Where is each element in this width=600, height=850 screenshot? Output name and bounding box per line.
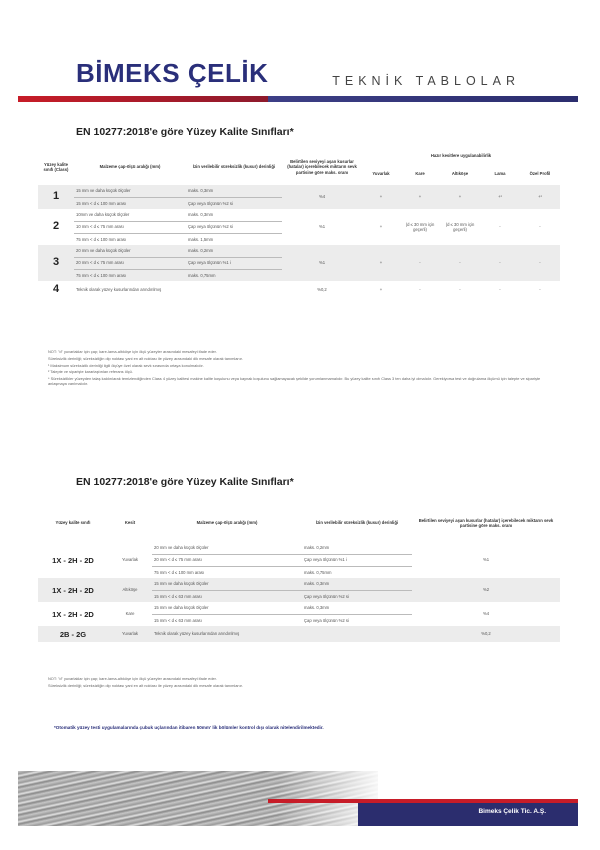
depth-cell: maks. 0,3mm — [186, 185, 282, 197]
range-cell: Teknik olarak yüzey kusurlarından arındırılmış — [152, 626, 412, 642]
class-label: 1X - 2H - 2D — [38, 578, 108, 602]
ratio-cell: %1 — [282, 245, 362, 281]
header-subtitle: TEKNİK TABLOLAR — [332, 74, 520, 88]
t2-header-section: Kesit — [124, 520, 136, 526]
class-label: 2B - 2G — [38, 626, 108, 642]
section-cell: Yuvarlak — [108, 626, 152, 642]
mark-cell: + — [400, 185, 440, 209]
t1-header-depth: İzin verilebilir süreksizlik (kusur) derinliği — [192, 164, 276, 170]
class-label: 1X - 2H - 2D — [52, 555, 94, 565]
class-label: 2 — [52, 220, 60, 233]
table2 — [38, 504, 560, 642]
mark-cell: - — [520, 245, 560, 281]
mark-cell: + — [440, 185, 480, 209]
note-line: ² Talepte ve siparişte kararlaştırılan referans ölçü. — [48, 369, 133, 375]
t1-header-range: Malzeme çap-ölçü aralığı (mm) — [99, 164, 161, 170]
depth-cell: Çap veya ölçünün %2 si — [304, 617, 349, 623]
brand-logo: BİMEKS ÇELİK — [76, 58, 269, 88]
t1-header-flat: Lama — [494, 171, 506, 177]
mark-cell: (d ≤ 30 mm için geçerli) — [405, 221, 435, 232]
t2-header-range: Malzeme çap-ölçü aralığı (mm) — [196, 520, 258, 526]
depth-cell: maks. 0,2mm — [186, 245, 282, 257]
section-cell: Altıköşe — [108, 578, 152, 602]
note-line: NOT: "d" yuvarlaklar için çap; kare-lama-altıköşe için ölçü yüzeyler arasındaki mesafeyi ifade eder. — [48, 349, 217, 354]
table-row — [38, 542, 560, 554]
t1-header-hex: Altıköşe — [451, 171, 469, 177]
depth-cell: Çap veya ölçünün %2 si — [186, 221, 282, 233]
note-line: Süreksizlik derinliği; süreksizliğin dip noktası yani en alt noktası ile yüzey arasındaki dik mesafe olarak tanımlanır. — [48, 355, 243, 361]
note-line: ¹ Maksimum süreksizlik derinliği ilgili ölçüye özel olarak sevk sırasında ortaya konulmalıdır. — [48, 362, 204, 368]
mark-cell: - — [480, 245, 520, 281]
range-cell: Teknik olarak yüzey kusurlarından arındırılmış — [76, 287, 162, 293]
t1-header-profile: Özel Profil — [529, 171, 551, 177]
ratio-cell: %0,2 — [412, 626, 560, 642]
mark-cell: - — [539, 287, 541, 293]
table-row — [38, 281, 560, 299]
note-line: Süreksizlik derinliği; süreksizliğin dip noktası yani en alt noktası ile yüzey arasındaki dik mesafe olarak tanımlanır. — [48, 682, 243, 688]
mark-cell: - — [499, 287, 501, 293]
depth-cell: maks. 0,3mm — [302, 602, 412, 614]
company-name: Bimeks Çelik Tic. A.Ş. — [478, 808, 546, 815]
ratio-cell: %1 — [482, 557, 490, 563]
range-cell: 20 mm < d ≤ 75 mm arası — [74, 257, 186, 269]
mark-cell: +¹ — [480, 185, 520, 209]
note-line: * Süreksizlikler yüzeyden talaş kaldırılarak temizlendiğinden Class 4 yüzey kalitesi makine kalite koşulunu veya kaynak koşulunu sağlamayacak şekilde yorumlanmamalıdır. Bu yüzey kalite sınıfı Class 3 ten daha iyi olmalıdır. Gerekiyorsa test ve doğrulama ölçümü için talepte ve siparişte anlaşmaya varılmalıdır. — [48, 376, 541, 387]
ratio-cell: %4 — [282, 185, 362, 209]
range-cell: 75 mm < d ≤ 100 mm arası — [76, 236, 127, 242]
class-label: 1 — [38, 185, 74, 209]
class-label: 3 — [38, 245, 74, 281]
depth-cell: maks. 0,3mm — [186, 209, 282, 221]
depth-cell: maks. 0,75mm — [304, 569, 332, 575]
range-cell: 75 mm < d ≤ 100 mm arası — [74, 269, 186, 281]
range-cell: 20 mm ve daha küçük ölçüler — [152, 542, 302, 554]
table1-notes — [48, 349, 548, 388]
mark-cell: - — [499, 224, 501, 230]
mark-cell: - — [539, 224, 541, 230]
ratio-cell: %4 — [482, 611, 490, 617]
range-cell: 15 mm < d ≤ 63 mm arası — [152, 590, 302, 602]
header-red-bar — [18, 96, 268, 102]
t2-header-ratio: Belirtilen seviyeyi aşan kusurlar (hatalar) içerebilecek miktarın sevk partisine göre maks. oranı — [418, 517, 554, 528]
range-cell: 15 mm < d ≤ 63 mm arası — [154, 617, 202, 623]
class-label: 4 — [52, 283, 60, 296]
table-row — [38, 185, 560, 197]
auto-test-footnote: *Otomatik yüzey testi uygulamalarında çubuk uçlarından itibaren 50mm' lik bölümler kontrol dışı olarak nitelendirilmektedir. — [54, 725, 324, 730]
range-cell: 10 mm < d ≤ 75 mm arası — [74, 221, 186, 233]
document-page — [18, 26, 578, 826]
table-row — [38, 578, 560, 590]
page-header — [18, 26, 578, 106]
t1-header-class: Yüzey kalite sınıfı (Class) — [43, 161, 69, 172]
table2-title: EN 10277:2018'e göre Yüzey Kalite Sınıfları* — [76, 476, 294, 488]
depth-cell: maks. 0,3mm — [302, 578, 412, 590]
table-row — [38, 245, 560, 257]
depth-cell: Çap veya ölçünün %1 i — [302, 554, 412, 566]
mark-cell: - — [459, 287, 461, 293]
table1-title: EN 10277:2018'e göre Yüzey Kalite Sınıfları* — [76, 126, 294, 138]
ratio-cell: %0,2 — [317, 287, 327, 293]
section-cell: Kare — [125, 611, 135, 617]
mark-cell: - — [440, 245, 480, 281]
mark-cell: + — [379, 224, 383, 230]
table-row — [38, 209, 560, 221]
section-cell: Yuvarlak — [121, 557, 139, 563]
t1-header-ratio: Belirtilen seviyeyi aşan kusurlar (hatalar) içerebilecek miktarın sevk partisine göre maks. oranı — [287, 159, 357, 175]
t1-header-shapes: Hazır kesitlere uygulanabilirlik — [430, 153, 492, 159]
range-cell: 15 mm < d ≤ 100 mm arası — [74, 197, 186, 209]
range-cell: 10mm ve daha küçük ölçüler — [74, 209, 186, 221]
table-row — [38, 602, 560, 614]
range-cell: 15 mm ve daha küçük ölçüler — [152, 602, 302, 614]
t1-header-round: Yuvarlak — [372, 171, 390, 177]
table2-notes — [48, 676, 548, 690]
depth-cell: Çap veya ölçünün %2 si — [302, 590, 412, 602]
t1-header-square: Kare — [415, 171, 425, 177]
table-row — [38, 626, 560, 642]
range-cell: 75 mm < d ≤ 100 mm arası — [154, 569, 205, 575]
footer-banner — [18, 771, 578, 826]
mark-cell: +¹ — [520, 185, 560, 209]
range-cell: 20 mm ve daha küçük ölçüler — [74, 245, 186, 257]
depth-cell: Çap veya ölçünün %1 i — [186, 257, 282, 269]
mark-cell: - — [419, 287, 421, 293]
mark-cell: + — [379, 287, 383, 293]
ratio-cell: %1 — [318, 224, 326, 230]
range-cell: 15 mm ve daha küçük ölçüler — [152, 578, 302, 590]
mark-cell: (d ≤ 30 mm için geçerli) — [445, 221, 475, 232]
depth-cell: maks. 1,5mm — [188, 236, 214, 242]
depth-cell: Çap veya ölçünün %2 si — [186, 197, 282, 209]
table1 — [38, 149, 560, 299]
t2-header-class: Yüzey kalite sınıfı — [55, 520, 91, 526]
t2-header-depth: İzin verilebilir süreksizlik (kusur) derinliği — [315, 520, 399, 526]
depth-cell: maks. 0,75mm — [186, 269, 282, 281]
ratio-cell: %2 — [412, 578, 560, 602]
note-line: NOT: "d" yuvarlaklar için çap; kare-lama-altıköşe için ölçü yüzeyler arasındaki mesafeyi ifade eder. — [48, 676, 217, 681]
mark-cell: + — [362, 245, 400, 281]
range-cell: 20 mm < d ≤ 75 mm arası — [152, 554, 302, 566]
mark-cell: + — [362, 185, 400, 209]
class-label: 1X - 2H - 2D — [52, 609, 94, 619]
range-cell: 15 mm ve daha küçük ölçüler — [74, 185, 186, 197]
depth-cell: maks. 0,2mm — [302, 542, 412, 554]
header-blue-bar — [268, 96, 578, 102]
mark-cell: - — [400, 245, 440, 281]
